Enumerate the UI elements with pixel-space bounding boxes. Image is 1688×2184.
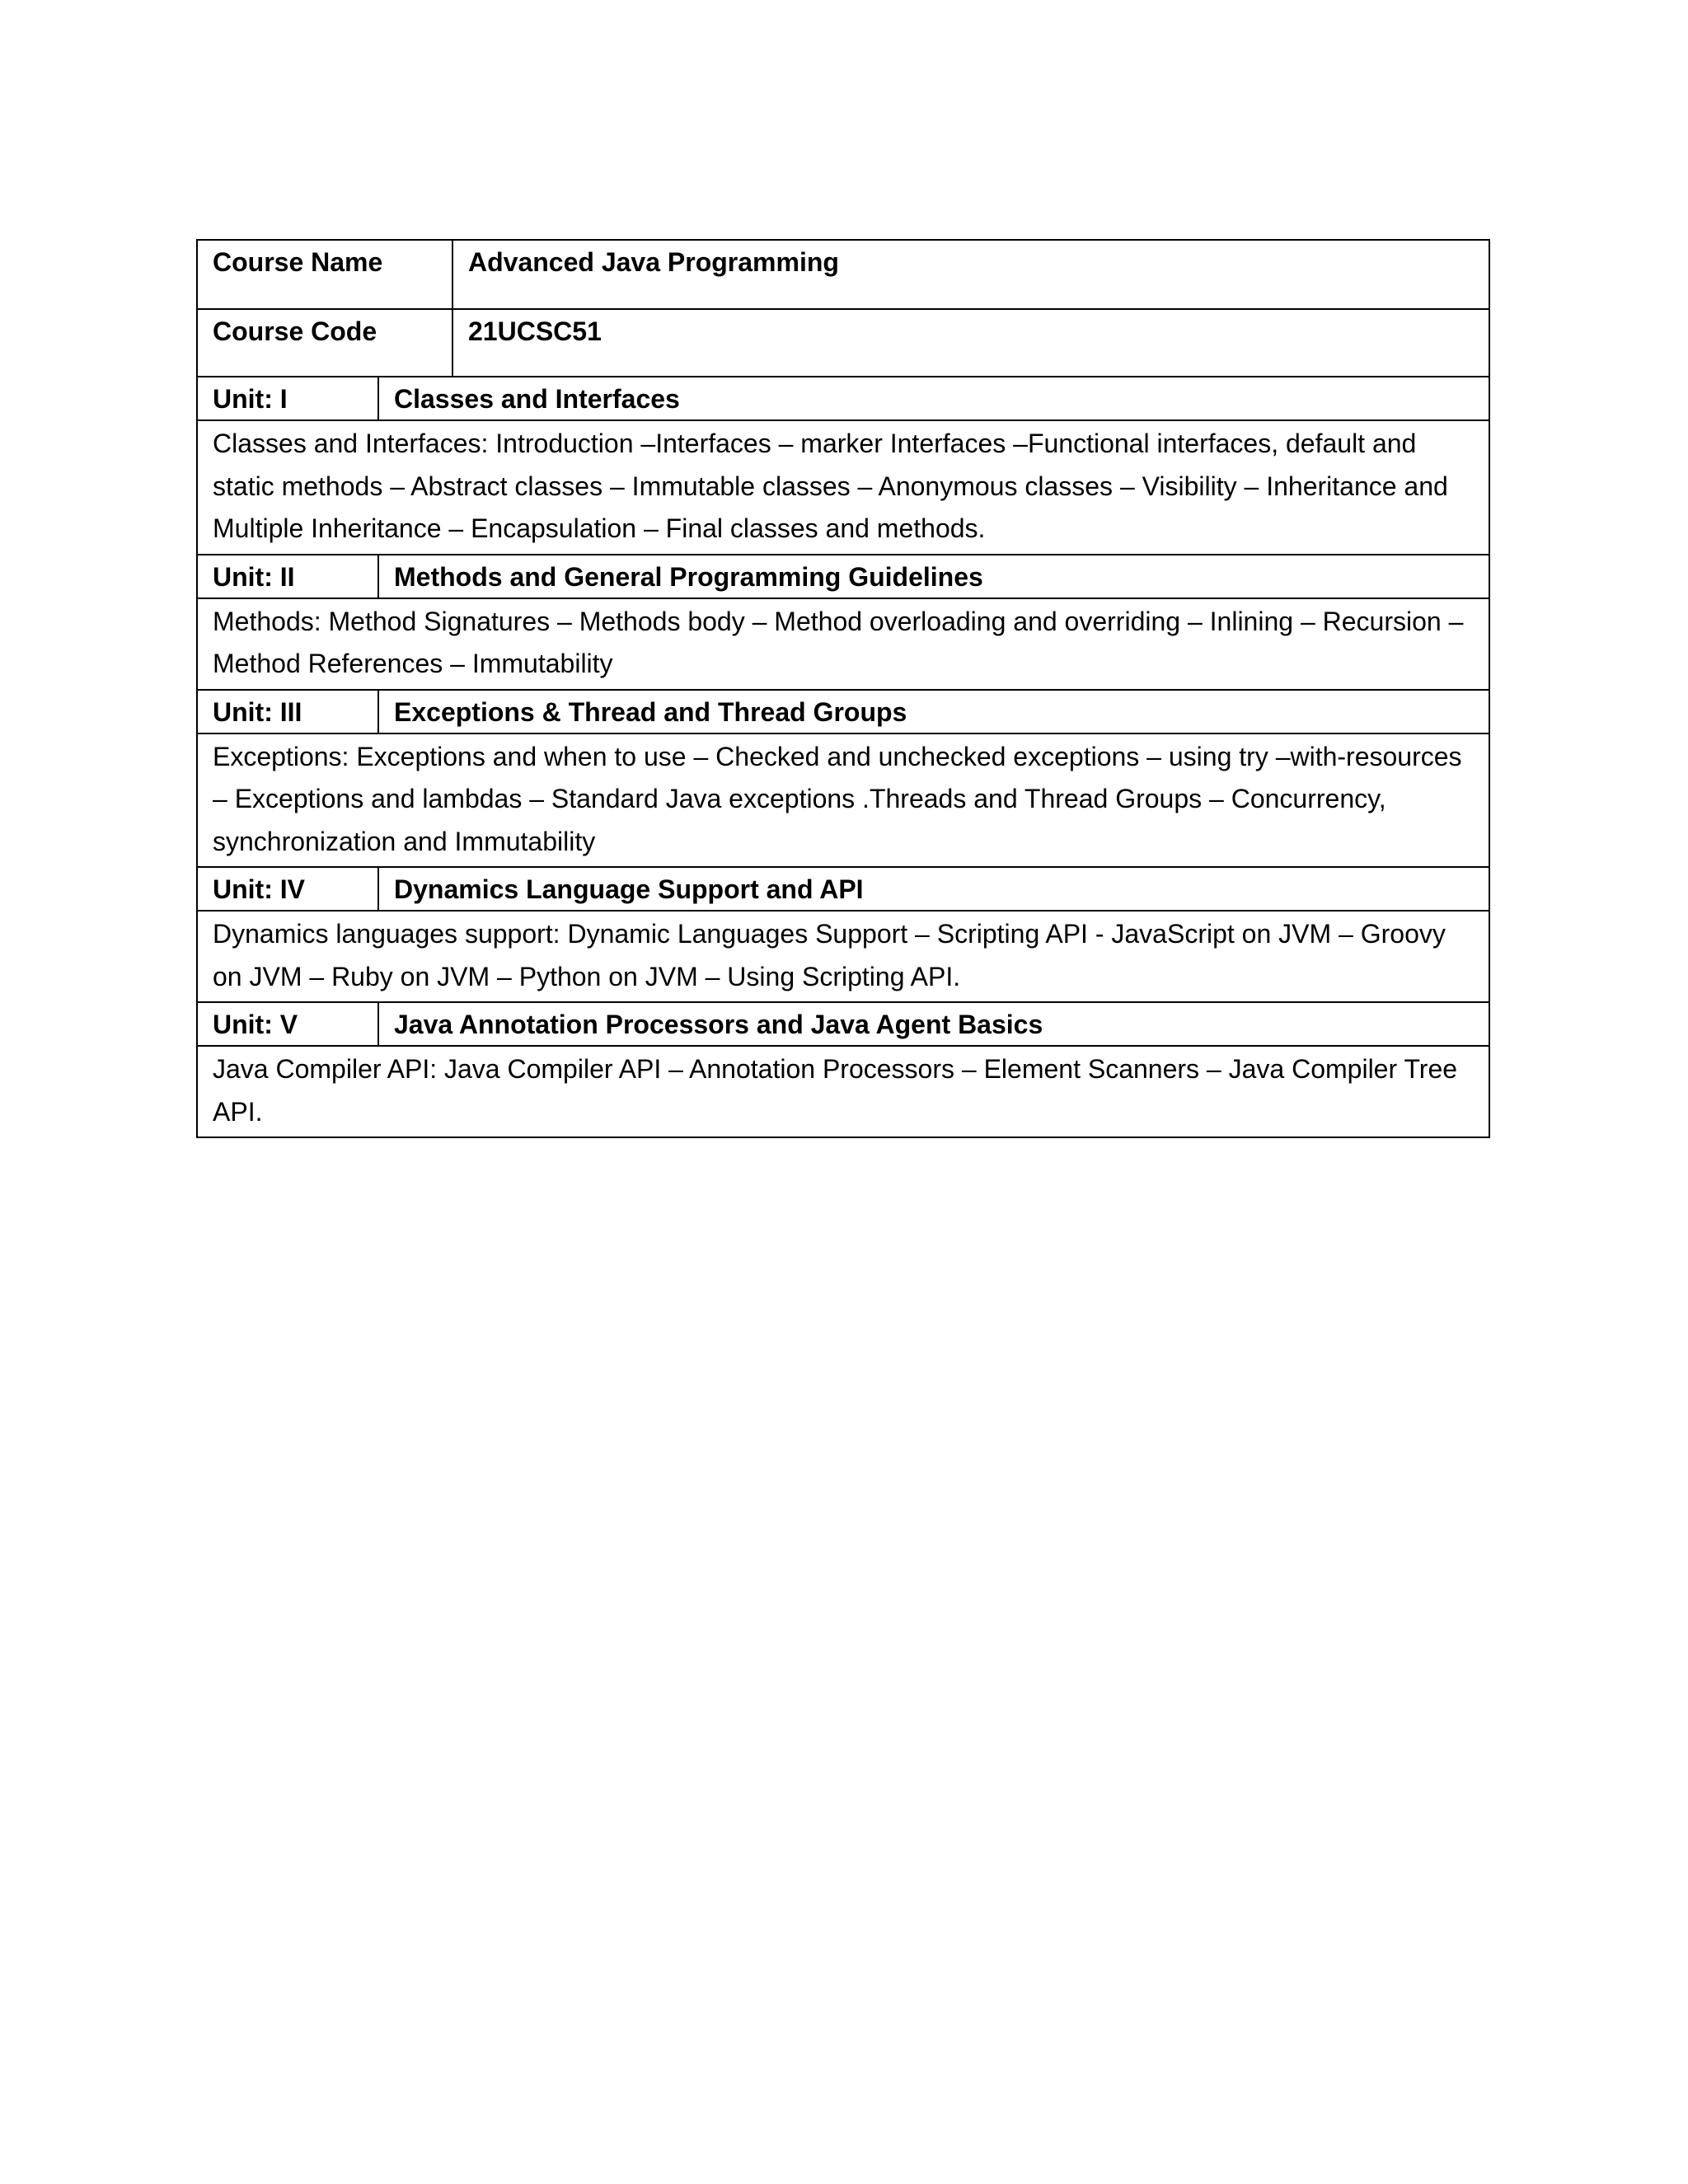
unit-description-row — [198, 598, 1489, 689]
unit-label: Unit: III — [198, 691, 379, 733]
unit-description-row — [198, 733, 1489, 867]
unit-label: Unit: II — [198, 555, 379, 598]
unit-header-row — [198, 376, 1489, 419]
unit-title: Dynamics Language Support and API — [394, 874, 864, 904]
unit-header-row — [198, 689, 1489, 733]
course-code-label: Course Code — [198, 310, 453, 376]
unit-description: Dynamics languages support: Dynamic Languages Support – Scripting API - JavaScript on JVM – Groovy on JVM – Ruby on JVM – Python on JVM – Using Scripting API. — [213, 919, 1446, 991]
unit-header-row — [198, 866, 1489, 910]
unit-description: Methods: Method Signatures – Methods body – Method overloading and overriding – Inlining – Recursion – Method References – Immutability — [213, 606, 1464, 678]
course-name-row — [198, 241, 1489, 308]
unit-label: Unit: V — [198, 1003, 379, 1045]
unit-label: Unit: I — [198, 377, 379, 419]
unit-header-row — [198, 1001, 1489, 1045]
unit-description-row — [198, 1045, 1489, 1137]
unit-description: Classes and Interfaces: Introduction –Interfaces – marker Interfaces –Functional interfaces, default and static methods – Abstract classes – Immutable classes – Anonymous classes – Visibility – Inheritance and Multiple Inheritance – Encapsulation – Final classes and methods. — [213, 429, 1448, 543]
course-name-value: Advanced Java Programming — [468, 247, 839, 277]
course-code-value: 21UCSC51 — [468, 316, 602, 346]
course-name-label: Course Name — [198, 241, 453, 308]
unit-title: Java Annotation Processors and Java Agent Basics — [394, 1010, 1043, 1039]
unit-title: Exceptions & Thread and Thread Groups — [394, 696, 907, 727]
unit-description-row — [198, 419, 1489, 554]
unit-label: Unit: IV — [198, 868, 379, 910]
unit-header-row — [198, 554, 1489, 598]
unit-title: Methods and General Programming Guidelines — [394, 561, 983, 592]
course-code-row — [198, 308, 1489, 376]
syllabus-table — [196, 239, 1490, 1138]
unit-description: Java Compiler API: Java Compiler API – Annotation Processors – Element Scanners – Java Compiler Tree API. — [213, 1054, 1458, 1127]
unit-description-row — [198, 910, 1489, 1001]
unit-description: Exceptions: Exceptions and when to use – Checked and unchecked exceptions – using try –with-resources – Exceptions and lambdas – Standard Java exceptions .Threads and Thread Groups – Concurrency, synchronization and Immutability — [213, 741, 1462, 856]
unit-title: Classes and Interfaces — [394, 384, 680, 414]
